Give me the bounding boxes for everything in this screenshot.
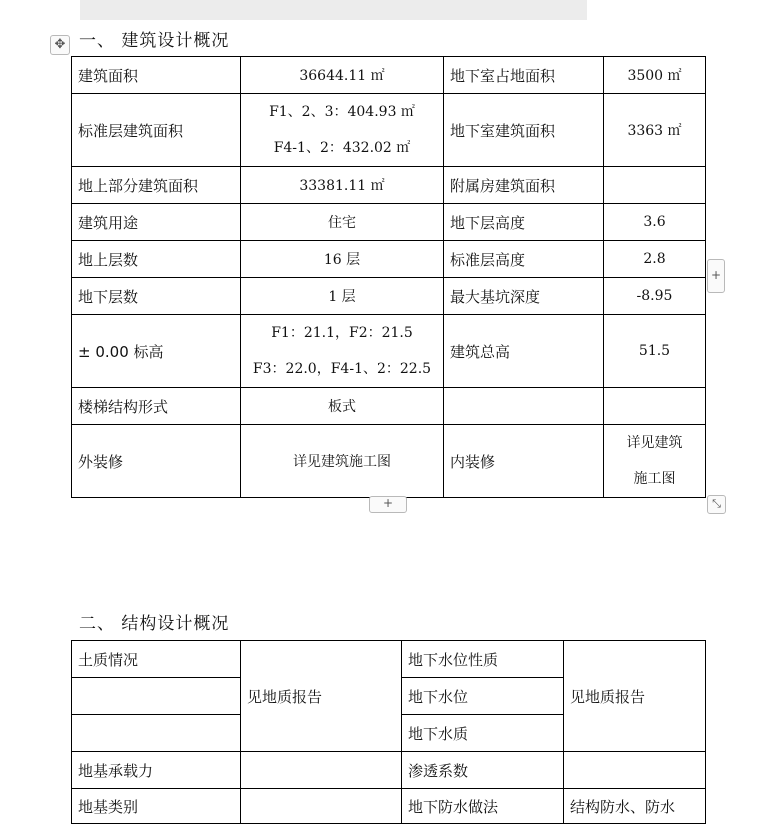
value-cell: 16 层 bbox=[241, 241, 444, 278]
value-cell: 1 层 bbox=[241, 278, 444, 315]
table-row bbox=[72, 315, 706, 388]
section1-heading: 一、 建筑设计概况 bbox=[79, 31, 230, 51]
label-cell: 建筑总高 bbox=[444, 315, 604, 388]
label-cell: 标准层高度 bbox=[444, 241, 604, 278]
value-line: F3：22.0，F4-1、2：22.5 bbox=[252, 361, 432, 377]
see-report-left: 见地质报告 bbox=[241, 641, 402, 752]
label-cell: ± 0.00 标高 bbox=[72, 315, 241, 388]
table-row bbox=[72, 278, 706, 315]
label-cell: 楼梯结构形式 bbox=[72, 388, 241, 425]
label-cell: 地上部分建筑面积 bbox=[72, 167, 241, 204]
soil-label: 土质情况 bbox=[72, 641, 241, 678]
permeability-label: 渗透系数 bbox=[402, 752, 564, 789]
label-cell: 地下层数 bbox=[72, 278, 241, 315]
table-row bbox=[72, 241, 706, 278]
value-cell: 51.5 bbox=[604, 315, 706, 388]
table-row bbox=[72, 57, 706, 94]
value-cell: 3363 ㎡ bbox=[604, 94, 706, 167]
table-row bbox=[72, 641, 706, 678]
label-cell: 地下层高度 bbox=[444, 204, 604, 241]
empty-cell bbox=[72, 678, 241, 715]
value-cell bbox=[241, 94, 444, 167]
structure-design-table bbox=[71, 640, 706, 824]
table-row bbox=[72, 425, 706, 498]
empty-cell bbox=[564, 752, 706, 789]
value-cell bbox=[604, 425, 706, 498]
label-cell: 内装修 bbox=[444, 425, 604, 498]
table-row bbox=[72, 204, 706, 241]
add-column-button[interactable]: + bbox=[707, 259, 725, 293]
table-row bbox=[72, 752, 706, 789]
label-cell: 附属房建筑面积 bbox=[444, 167, 604, 204]
building-design-table bbox=[71, 56, 706, 498]
table-resize-icon[interactable]: ⤡ bbox=[707, 495, 726, 514]
value-cell: 36644.11 ㎡ bbox=[241, 57, 444, 94]
label-cell: 标准层建筑面积 bbox=[72, 94, 241, 167]
value-cell: 详见建筑施工图 bbox=[241, 425, 444, 498]
top-gray-bar bbox=[80, 0, 587, 20]
table-row bbox=[72, 94, 706, 167]
gw-level-label: 地下水位 bbox=[402, 678, 564, 715]
value-line: F1、2、3：404.93 ㎡ bbox=[269, 104, 415, 120]
structural-waterproof-value: 结构防水、防水 bbox=[564, 789, 706, 824]
basement-waterproof-label: 地下防水做法 bbox=[402, 789, 564, 824]
value-cell: 板式 bbox=[241, 388, 444, 425]
label-cell bbox=[444, 388, 604, 425]
label-cell: 地下室占地面积 bbox=[444, 57, 604, 94]
gw-quality-label: 地下水质 bbox=[402, 715, 564, 752]
label-cell: 地下室建筑面积 bbox=[444, 94, 604, 167]
value-cell bbox=[604, 388, 706, 425]
value-line: 详见建筑 bbox=[626, 435, 683, 451]
label-cell: 地上层数 bbox=[72, 241, 241, 278]
value-cell bbox=[604, 167, 706, 204]
value-line: 施工图 bbox=[633, 471, 676, 487]
bearing-label: 地基承载力 bbox=[72, 752, 241, 789]
value-line: F4-1、2：432.02 ㎡ bbox=[273, 140, 411, 156]
empty-cell bbox=[241, 789, 402, 824]
label-cell: 最大基坑深度 bbox=[444, 278, 604, 315]
see-report-right: 见地质报告 bbox=[564, 641, 706, 752]
label-cell: 外装修 bbox=[72, 425, 241, 498]
table-row bbox=[72, 388, 706, 425]
gw-nature-label: 地下水位性质 bbox=[402, 641, 564, 678]
section2-heading: 二、 结构设计概况 bbox=[79, 614, 230, 634]
value-line: F1：21.1，F2：21.5 bbox=[271, 325, 413, 341]
value-cell bbox=[241, 315, 444, 388]
empty-cell bbox=[72, 715, 241, 752]
value-cell: 住宅 bbox=[241, 204, 444, 241]
table-move-handle-icon[interactable]: ✥ bbox=[50, 35, 70, 55]
add-row-button[interactable]: + bbox=[369, 496, 407, 513]
table-row bbox=[72, 789, 706, 824]
label-cell: 建筑用途 bbox=[72, 204, 241, 241]
value-cell: 3.6 bbox=[604, 204, 706, 241]
foundation-type-label: 地基类别 bbox=[72, 789, 241, 824]
value-cell: 3500 ㎡ bbox=[604, 57, 706, 94]
table-row bbox=[72, 167, 706, 204]
value-cell: 33381.11 ㎡ bbox=[241, 167, 444, 204]
value-cell: -8.95 bbox=[604, 278, 706, 315]
empty-cell bbox=[241, 752, 402, 789]
value-cell: 2.8 bbox=[604, 241, 706, 278]
label-cell: 建筑面积 bbox=[72, 57, 241, 94]
